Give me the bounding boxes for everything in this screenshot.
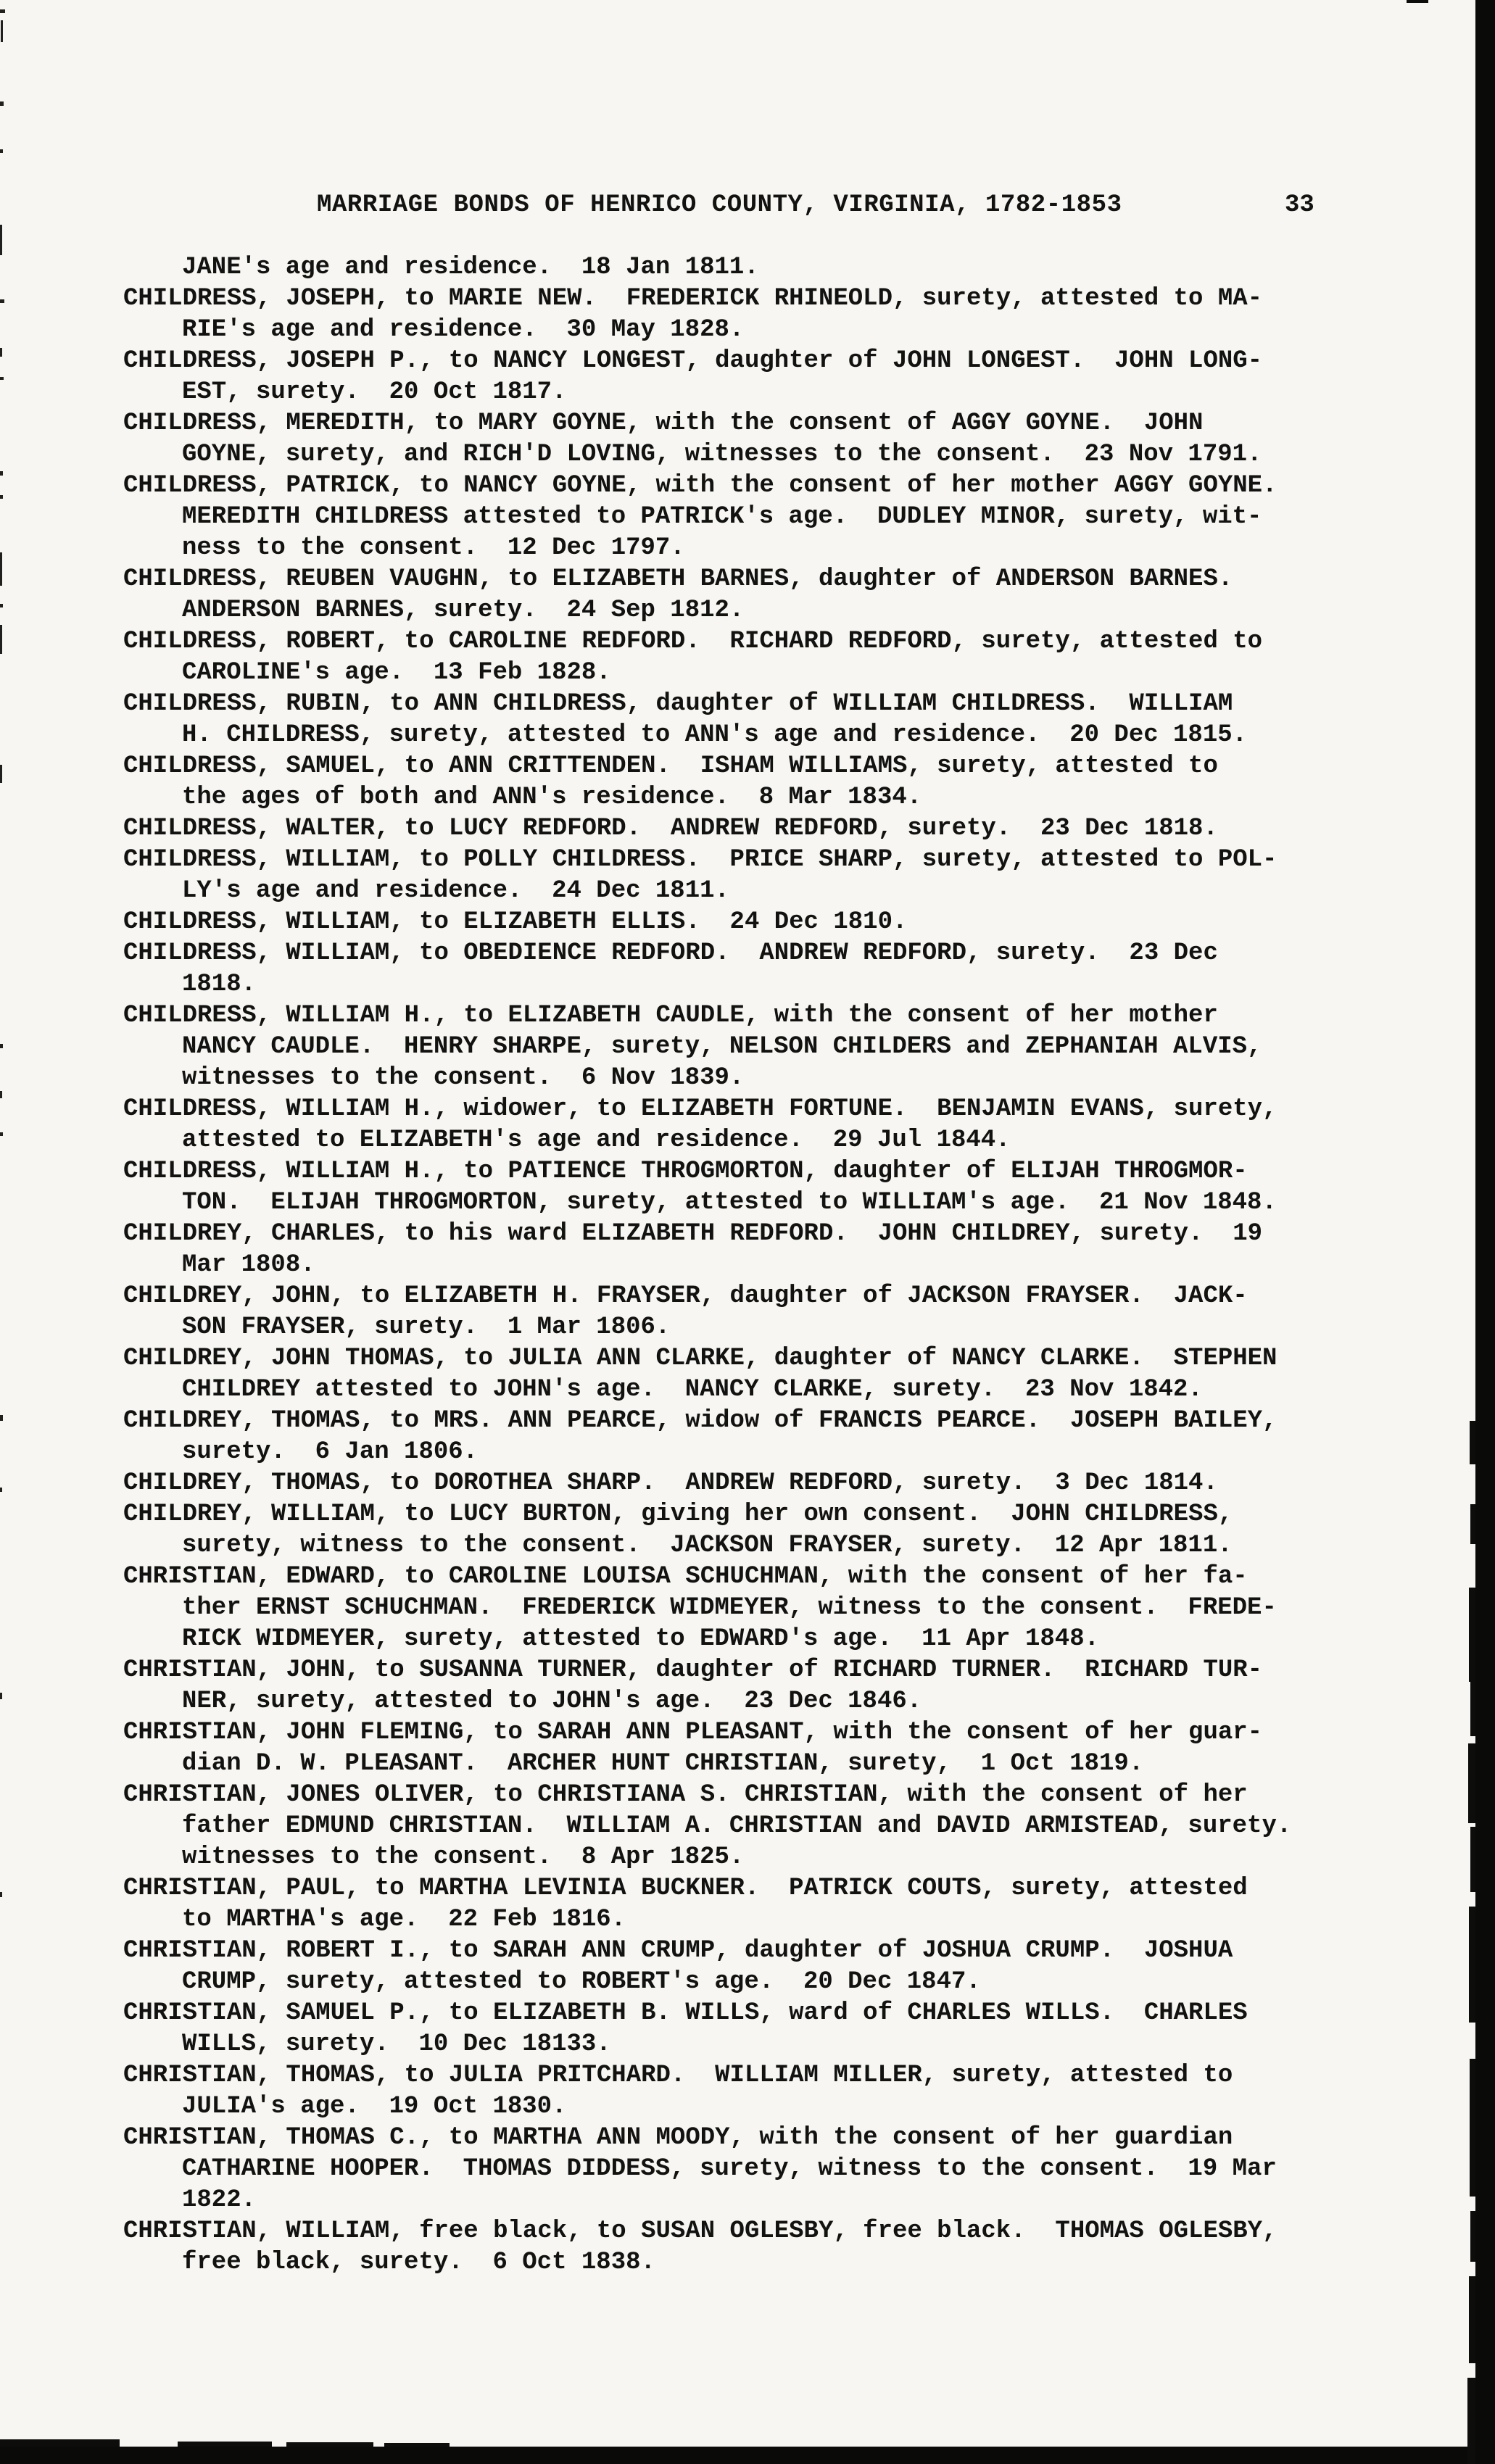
text-line: TON. ELIJAH THROGMORTON, surety, attested to WILLIAM's age. 21 Nov 1848. xyxy=(182,1189,1277,1216)
text-line: GOYNE, surety, and RICH'D LOVING, witnesses to the consent. 23 Nov 1791. xyxy=(182,441,1262,468)
scan-blot xyxy=(1469,2276,1475,2363)
page-number: 33 xyxy=(1285,191,1314,219)
text-line: CHILDRESS, WILLIAM H., widower, to ELIZABETH FORTUNE. BENJAMIN EVANS, surety, xyxy=(123,1095,1277,1123)
scan-speck xyxy=(0,1132,3,1136)
text-line: CHILDRESS, MEREDITH, to MARY GOYNE, with the consent of AGGY GOYNE. JOHN xyxy=(123,410,1204,437)
scan-speck xyxy=(0,1892,2,1897)
text-line: NANCY CAUDLE. HENRY SHARPE, surety, NELSON CHILDERS and ZEPHANIAH ALVIS, xyxy=(182,1033,1262,1061)
text-line: CHRISTIAN, JOHN FLEMING, to SARAH ANN PLEASANT, with the consent of her guar- xyxy=(123,1719,1263,1746)
scan-blot xyxy=(0,2439,120,2447)
scan-blot xyxy=(1470,1421,1475,1464)
text-line: JULIA's age. 19 Oct 1830. xyxy=(182,2093,567,2120)
text-line: ther ERNST SCHUCHMAN. FREDERICK WIDMEYER, witness to the consent. FREDE- xyxy=(182,1594,1277,1622)
scan-speck xyxy=(0,1415,3,1421)
scan-speck xyxy=(0,9,5,13)
text-line: the ages of both and ANN's residence. 8 Mar 1834. xyxy=(182,784,922,811)
scan-speck xyxy=(0,149,3,153)
scan-speck xyxy=(0,225,2,255)
text-line: CHILDREY, THOMAS, to DOROTHEA SHARP. ANDREW REDFORD, surety. 3 Dec 1814. xyxy=(123,1469,1218,1497)
scan-blot xyxy=(1470,1504,1475,1544)
scan-blot xyxy=(178,2442,272,2447)
text-line: witnesses to the consent. 6 Nov 1839. xyxy=(182,1064,745,1092)
scan-speck xyxy=(0,101,4,106)
text-line: EST, surety. 20 Oct 1817. xyxy=(182,378,567,406)
text-line: CHILDRESS, WILLIAM H., to ELIZABETH CAUDLE, with the consent of her mother xyxy=(123,1002,1218,1029)
text-line: CHILDRESS, WALTER, to LUCY REDFORD. ANDREW REDFORD, surety. 23 Dec 1818. xyxy=(123,815,1218,842)
text-line: Mar 1808. xyxy=(182,1251,315,1279)
text-line: RICK WIDMEYER, surety, attested to EDWARD's age. 11 Apr 1848. xyxy=(182,1625,1100,1653)
text-line: CHILDREY, CHARLES, to his ward ELIZABETH REDFORD. JOHN CHILDREY, surety. 19 xyxy=(123,1220,1263,1248)
scan-speck xyxy=(0,765,2,783)
scan-blot xyxy=(1468,1743,1475,1823)
scan-speck xyxy=(0,299,4,303)
text-line: attested to ELIZABETH's age and residence. 29 Jul 1844. xyxy=(182,1127,1011,1154)
scan-speck xyxy=(0,552,2,586)
text-line: SON FRAYSER, surety. 1 Mar 1806. xyxy=(182,1314,671,1341)
scan-speck xyxy=(0,625,2,654)
text-line: CHILDREY, JOHN, to ELIZABETH H. FRAYSER, daughter of JACKSON FRAYSER. JACK- xyxy=(123,1282,1248,1310)
text-line: CHRISTIAN, THOMAS, to JULIA PRITCHARD. WILLIAM MILLER, surety, attested to xyxy=(123,2062,1233,2089)
text-line: JANE's age and residence. 18 Jan 1811. xyxy=(182,254,759,281)
text-line: surety. 6 Jan 1806. xyxy=(182,1438,479,1466)
text-line: CHRISTIAN, THOMAS C., to MARTHA ANN MOODY, with the consent of her guardian xyxy=(123,2124,1233,2152)
text-line: CHRISTIAN, EDWARD, to CAROLINE LOUISA SCHUCHMAN, with the consent of her fa- xyxy=(123,1563,1248,1590)
text-line: CHILDRESS, WILLIAM H., to PATIENCE THROGMORTON, daughter of ELIJAH THROGMOR- xyxy=(123,1158,1248,1185)
scan-blot xyxy=(1407,0,1428,3)
scan-speck xyxy=(0,1488,2,1492)
text-line: CHILDREY attested to JOHN's age. NANCY CLARKE, surety. 23 Nov 1842. xyxy=(182,1376,1203,1403)
scan-blot xyxy=(1467,2378,1475,2464)
text-line: free black, surety. 6 Oct 1838. xyxy=(182,2249,655,2276)
text-line: CHRISTIAN, PAUL, to MARTHA LEVINIA BUCKNER. PATRICK COUTS, surety, attested xyxy=(123,1875,1248,1902)
text-line: CHRISTIAN, SAMUEL P., to ELIZABETH B. WILLS, ward of CHARLES WILLS. CHARLES xyxy=(123,1999,1248,2027)
text-line: CHRISTIAN, JOHN, to SUSANNA TURNER, daughter of RICHARD TURNER. RICHARD TUR- xyxy=(123,1656,1263,1684)
text-line: witnesses to the consent. 8 Apr 1825. xyxy=(182,1843,745,1871)
text-line: CHILDRESS, RUBIN, to ANN CHILDRESS, daughter of WILLIAM CHILDRESS. WILLIAM xyxy=(123,690,1233,718)
page-header xyxy=(0,189,1495,221)
text-line: MEREDITH CHILDRESS attested to PATRICK's age. DUDLEY MINOR, surety, wit- xyxy=(182,503,1262,531)
text-line: CHILDRESS, JOSEPH P., to NANCY LONGEST, daughter of JOHN LONGEST. JOHN LONG- xyxy=(123,347,1263,375)
text-line: CHRISTIAN, WILLIAM, free black, to SUSAN OGLESBY, free black. THOMAS OGLESBY, xyxy=(123,2218,1277,2245)
page-title: MARRIAGE BONDS OF HENRICO COUNTY, VIRGINIA, 1782-1853 xyxy=(317,191,1122,219)
text-line: RIE's age and residence. 30 May 1828. xyxy=(182,316,745,344)
scan-speck xyxy=(0,1693,2,1699)
scan-blot xyxy=(1470,1827,1475,1892)
text-line: surety, witness to the consent. JACKSON FRAYSER, surety. 12 Apr 1811. xyxy=(182,1532,1233,1559)
scan-blot xyxy=(384,2443,450,2447)
scan-speck xyxy=(0,1091,2,1098)
text-line: CHILDRESS, WILLIAM, to ELIZABETH ELLIS. 24 Dec 1810. xyxy=(123,908,908,936)
scan-blot xyxy=(1470,1667,1475,1736)
text-line: CHILDREY, THOMAS, to MRS. ANN PEARCE, widow of FRANCIS PEARCE. JOSEPH BAILEY, xyxy=(123,1407,1277,1435)
scan-speck xyxy=(0,377,4,380)
scan-blot xyxy=(1470,2211,1475,2262)
text-line: CATHARINE HOOPER. THOMAS DIDDESS, surety, witness to the consent. 19 Mar xyxy=(182,2155,1277,2183)
text-line: H. CHILDRESS, surety, attested to ANN's age and residence. 20 Dec 1815. xyxy=(182,721,1248,749)
text-line: CHILDRESS, SAMUEL, to ANN CRITTENDEN. ISHAM WILLIAMS, surety, attested to xyxy=(123,752,1218,780)
text-line: CHILDRESS, WILLIAM, to OBEDIENCE REDFORD. ANDREW REDFORD, surety. 23 Dec xyxy=(123,939,1218,967)
scan-speck xyxy=(0,348,2,357)
text-line: CHILDRESS, WILLIAM, to POLLY CHILDRESS. PRICE SHARP, surety, attested to POL- xyxy=(123,846,1277,874)
text-line: CHILDRESS, ROBERT, to CAROLINE REDFORD. RICHARD REDFORD, surety, attested to xyxy=(123,628,1263,655)
text-line: CHILDRESS, REUBEN VAUGHN, to ELIZABETH BARNES, daughter of ANDERSON BARNES. xyxy=(123,565,1233,593)
text-line: ness to the consent. 12 Dec 1797. xyxy=(182,534,685,562)
scan-edge-bottom xyxy=(0,2447,1495,2464)
text-line: NER, surety, attested to JOHN's age. 23 Dec 1846. xyxy=(182,1688,922,1715)
entries-text xyxy=(123,252,1443,2278)
text-line: to MARTHA's age. 22 Feb 1816. xyxy=(182,1906,626,1933)
scan-speck xyxy=(1,20,3,42)
scan-blot xyxy=(1469,1907,1475,2023)
scan-edge-right xyxy=(1475,0,1495,2464)
text-line: LY's age and residence. 24 Dec 1811. xyxy=(182,877,729,905)
text-line: dian D. W. PLEASANT. ARCHER HUNT CHRISTIAN, surety, 1 Oct 1819. xyxy=(182,1750,1144,1778)
scan-speck xyxy=(0,1044,3,1048)
text-line: CHILDREY, JOHN THOMAS, to JULIA ANN CLARKE, daughter of NANCY CLARKE. STEPHEN xyxy=(123,1345,1277,1372)
text-line: CHRISTIAN, ROBERT I., to SARAH ANN CRUMP, daughter of JOSHUA CRUMP. JOSHUA xyxy=(123,1937,1233,1965)
scan-speck xyxy=(0,495,3,499)
text-line: CHILDRESS, PATRICK, to NANCY GOYNE, with the consent of her mother AGGY GOYNE. xyxy=(123,472,1277,499)
text-line: CHILDRESS, JOSEPH, to MARIE NEW. FREDERICK RHINEOLD, surety, attested to MA- xyxy=(123,285,1263,312)
text-line: CRUMP, surety, attested to ROBERT's age. 20 Dec 1847. xyxy=(182,1968,981,1996)
text-line: ANDERSON BARNES, surety. 24 Sep 1812. xyxy=(182,597,745,624)
scan-speck xyxy=(0,471,3,476)
text-line: CAROLINE's age. 13 Feb 1828. xyxy=(182,659,611,686)
text-line: 1818. xyxy=(182,971,257,998)
scan-blot xyxy=(1470,2059,1475,2197)
text-line: WILLS, surety. 10 Dec 18133. xyxy=(182,2030,611,2058)
text-line: 1822. xyxy=(182,2186,257,2214)
text-line: father EDMUND CHRISTIAN. WILLIAM A. CHRISTIAN and DAVID ARMISTEAD, surety. xyxy=(182,1812,1292,1840)
scan-speck xyxy=(0,604,3,607)
text-line: CHRISTIAN, JONES OLIVER, to CHRISTIANA S. CHRISTIAN, with the consent of her xyxy=(123,1781,1248,1809)
scan-blot xyxy=(286,2442,373,2447)
text-line: CHILDREY, WILLIAM, to LUCY BURTON, giving her own consent. JOHN CHILDRESS, xyxy=(123,1501,1233,1528)
